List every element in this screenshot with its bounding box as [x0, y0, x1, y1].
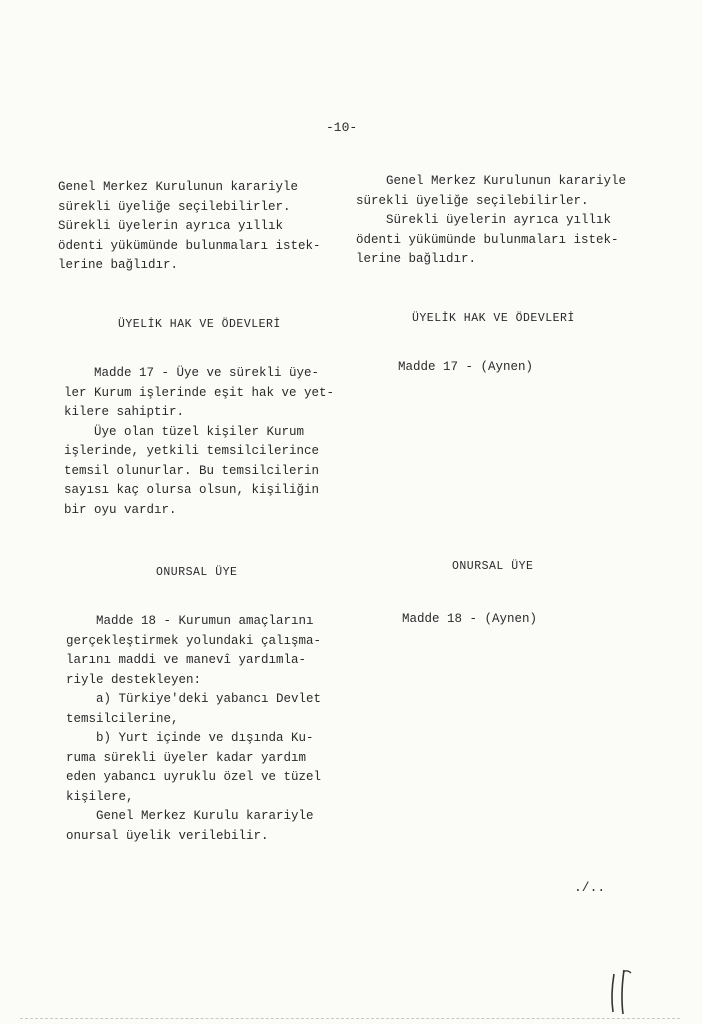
left-article-17: Madde 17 - Üye ve sürekli üye- ler Kurum işlerinde eşit hak ve yet- kilere sahiptir. Üye olan tüzel kişiler Kurum işlerinde, yetkili temsilcilerince temsil olunurlar. Bu temsilcilerin sayısı kaç olursa olsun, kişiliğin bir oyu vardır. — [64, 366, 335, 517]
left-paragraph-1: Genel Merkez Kurulunun karariyle sürekli üyeliğe seçilebilirler. Sürekli üyelerin ayrıca yıllık ödenti yükümünde bulunmaları istek- lerine bağlıdır. — [58, 180, 321, 272]
continuation-mark: ./.. — [574, 880, 606, 895]
page-bottom-border — [20, 1018, 680, 1020]
left-heading-honorary-member: ONURSAL ÜYE — [156, 566, 238, 579]
handwritten-initials-icon — [606, 968, 636, 1016]
right-article-18: Madde 18 - (Aynen) — [402, 612, 538, 626]
left-article-18: Madde 18 - Kurumun amaçlarını gerçekleştirmek yolundaki çalışma- larını maddi ve manevî yardımla- riyle destekleyen: a) Türkiye'deki yabancı Devlet temsilcilerine, b) Yurt içinde ve dışında Ku- ruma sürekli üyeler kadar yardım eden yabancı uyruklu özel ve tüzel kişilere, Genel Merkez Kurulu karariyle onursal üyelik verilebilir. — [66, 614, 322, 843]
page-number: -10- — [326, 120, 358, 135]
right-heading-honorary-member: ONURSAL ÜYE — [452, 560, 534, 573]
right-article-17: Madde 17 - (Aynen) — [398, 360, 534, 374]
right-paragraph-1: Genel Merkez Kurulunun karariyle sürekli üyeliğe seçilebilirler. Sürekli üyelerin ayrıca yıllık ödenti yükümünde bulunmaları istek- lerine bağlıdır. — [356, 174, 627, 266]
right-heading-membership-rights: ÜYELİK HAK VE ÖDEVLERİ — [412, 312, 575, 325]
left-heading-membership-rights: ÜYELİK HAK VE ÖDEVLERİ — [118, 318, 281, 331]
